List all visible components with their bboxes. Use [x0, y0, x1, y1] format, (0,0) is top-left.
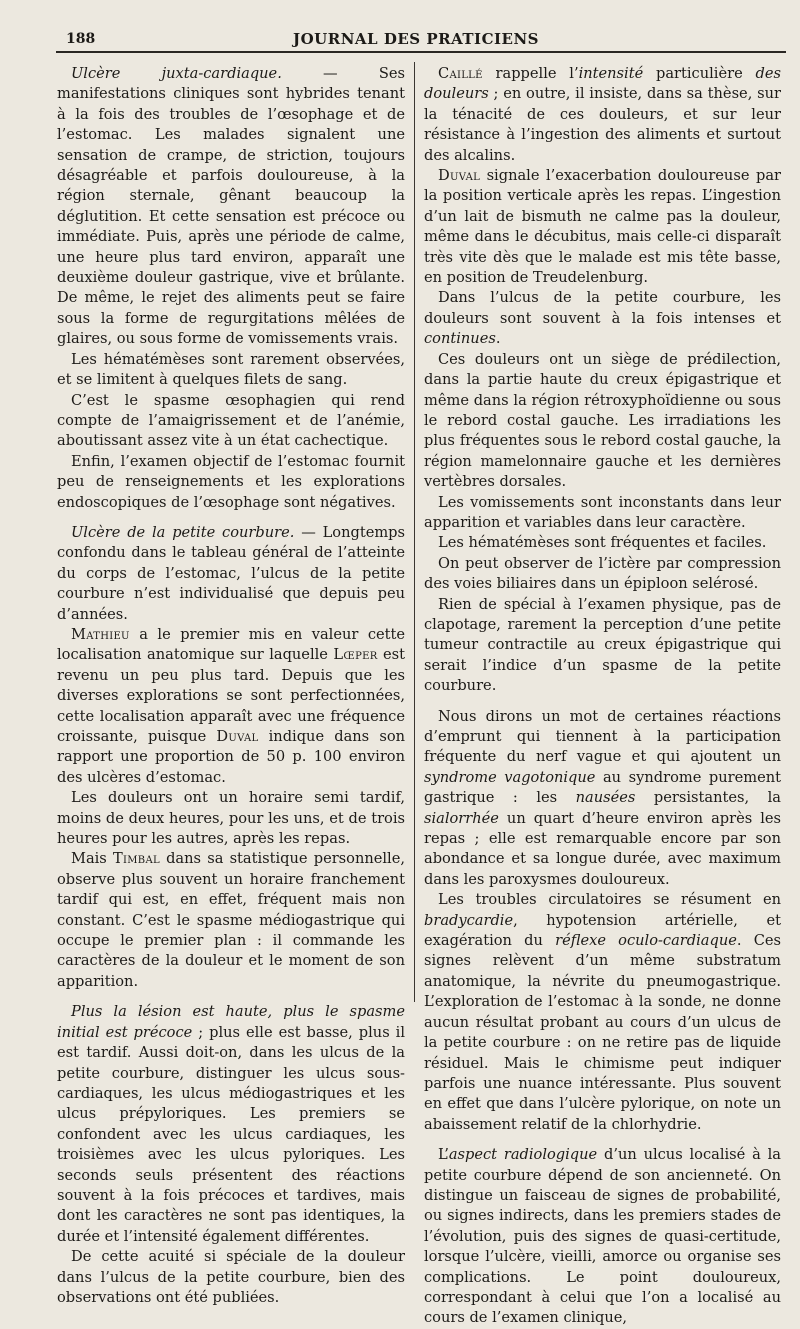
section-heading: Ulcère juxta-cardiaque. — [71, 65, 282, 82]
paragraph-text: L’ — [438, 1146, 449, 1164]
paragraph-text: . Ces signes relèvent d’un même substratum anatomique, la névrite du pneumogastrique. L’exploration de l’estomac à la sonde, ne donne aucun résultat probant au cours d’un ulcus de la petite courbure : on ne retire pas de liquide résiduel. Mais le chimisme peut indiquer parfois une nuance intéressante. Plus souvent en effet que dans l’ulcère pylorique, on note un abaissement relatif de la chlorhydrie. — [424, 932, 781, 1133]
column-divider — [414, 62, 415, 1002]
paragraph-radiologique — [424, 1145, 781, 1329]
paragraph-text: — Ses manifestations cliniques sont hybrides tenant à la fois des troubles de l’œsophage et de l’estomac. Les malades signalent une sensation de crampe, de striction, toujours désagréable et parfois douloureuse, à la région sternale, gênant beaucoup la déglutition. Et cette sensation est précoce ou immédiate. Puis, après une période de calme, une heure plus tard environ, apparaît une deuxième douleur gastrique, vive et brûlante. De même, le rejet des aliments peut se faire sous la forme de regurgitations mêlées de glaires, ou sous forme de vomissements vrais. — [57, 65, 405, 348]
emphasis: nausées — [575, 789, 636, 807]
author-name: Duval — [216, 728, 259, 745]
paragraph: Rien de spécial à l’examen physique, pas de clapotage, rarement la perception d’une petite tumeur contractile au creux épigastrique qui serait l’indice d’un spasme de la petite courbure. — [424, 595, 781, 695]
paragraph — [424, 64, 781, 166]
paragraph-text: . — [495, 330, 501, 348]
emphasis: aspect radiologique — [448, 1146, 598, 1164]
paragraph-text: un quart d’heure environ après les repas ; elle est remarquable encore par son abondance et sa longue durée, avec maximum dans les paroxysmes douloureux. — [424, 809, 781, 888]
paragraph-text: Les troubles circulatoires se résument en — [438, 891, 781, 909]
paragraph-petite-courbure — [57, 523, 405, 625]
paragraph: Les douleurs ont un horaire semi tardif, moins de deux heures, pour les uns, et de trois heures pour les autres, après les repas. — [57, 789, 405, 848]
paragraph-text: a le premier mis en valeur cette localisation anatomique sur laquelle — [57, 625, 405, 664]
paragraph-text: particulière — [643, 65, 756, 82]
paragraph: Ces douleurs ont un siège de prédilection, dans la partie haute du creux épigastrique et même dans la région rétroxyphoïdienne ou sous le rebord costal gauche. Les irradiations les plus fréquentes sous le rebord costal gauche, la région mamelonnaire gauche et les dernières vertèbres dorsales. — [424, 350, 781, 491]
emphasis: continues — [424, 330, 496, 348]
paragraph — [424, 288, 781, 349]
paragraph: Les vomissements sont inconstants dans leur apparition et variables dans leur caractère. — [424, 493, 781, 531]
paragraph-text: Mais — [71, 850, 113, 868]
header-rule — [56, 51, 786, 53]
emphasis: réflexe oculo-cardiaque — [555, 932, 737, 950]
paragraph-lesion-haute — [57, 1002, 405, 1247]
paragraph-text: Nous dirons un mot de certaines réactions d’emprunt qui tiennent à la participation fréquente du nerf vague et qui ajoutent un — [424, 707, 781, 766]
paragraph-text: ; en outre, il insiste, dans sa thèse, sur la ténacité de ces douleurs, et sur leur résistance à l’ingestion des aliments et surtout des alcalins. — [424, 85, 781, 164]
author-name: Lœper — [333, 646, 378, 664]
paragraph — [424, 166, 781, 288]
paragraph-juxta-cardiaque — [57, 64, 405, 350]
paragraph-text: — Longtemps confondu dans le tableau général de l’atteinte du corps de l’estomac, l’ulcus de la petite courbure n’est individualisé que depuis peu d’années. — [57, 523, 406, 623]
author-name: Mathieu — [71, 625, 130, 643]
paragraph — [57, 849, 405, 992]
author-name: Caillé — [438, 65, 483, 82]
paragraph-text: est revenu un peu plus tard. Depuis que les diverses explorations se sont perfectionnées, cette localisation apparaît avec une fréquence croissante, puisque — [57, 646, 405, 745]
paragraph-text: d’un ulcus localisé à la petite courbure dépend de son ancienneté. On distingue un faisceau de signes de probabilité, ou signes indirects, dans les premiers stades de l’évolution, puis des signes de quasi-certitude, lorsque l’ulcère, vieilli, amorce ou organise ses complications. Le point douloureux, correspondant à celui que l’on a localisé au cours de l’examen clinique, — [424, 1146, 781, 1327]
left-column — [57, 64, 405, 1308]
paragraph-text: , hypotension artérielle, et exagération du — [424, 911, 781, 950]
paragraph: Les hématémèses sont rarement observées, et se limitent à quelques filets de sang. — [57, 350, 405, 389]
paragraph-text: signale l’exacerbation douloureuse par la position verticale après les repas. L’ingestion d’un lait de bismuth ne calme pas la douleur, même dans le décubitus, mais celle-ci disparaît très vite dès que le malade est mis tête basse, en position de Treudelenburg. — [424, 167, 781, 287]
paragraph-text: dans sa statistique personnelle, observe plus souvent un horaire franchement tardif qui est, en effet, fréquent mais non constant. C’est le spasme médiogastrique qui occupe le premier plan : il commande les caractères de la douleur et le moment de son apparition. — [57, 850, 405, 990]
paragraph: C’est le spasme œsophagien qui rend compte de l’amaigrissement et de l’anémie, aboutissant assez vite à un état cachectique. — [57, 391, 405, 450]
emphasis: sialorrhée — [424, 809, 499, 827]
paragraph-text: Dans l’ulcus de la petite courbure, les douleurs sont souvent à la fois intenses et — [424, 289, 781, 327]
paragraph-text: indique dans son rapport une proportion de 50 p. 100 environ des ulcères d’estomac. — [57, 728, 406, 786]
right-column — [424, 64, 781, 1329]
paragraph: De cette acuité si spéciale de la douleur dans l’ulcus de la petite courbure, bien des observations ont été publiées. — [57, 1248, 405, 1306]
paragraph-text: persistantes, la — [635, 789, 781, 807]
paragraph: Les hématémèses sont fréquentes et faciles. — [438, 534, 767, 552]
emphasis: bradycardie — [424, 911, 514, 929]
section-heading: Ulcère de la petite courbure. — [71, 523, 295, 541]
paragraph: Enfin, l’examen objectif de l’estomac fournit peu de renseignements et les explorations endoscopiques de l’œsophage sont négatives. — [57, 452, 405, 511]
paragraph: On peut observer de l’ictère par compression des voies biliaires dans un épiploon selérosé. — [424, 554, 781, 593]
emphasis: des douleurs — [424, 65, 781, 103]
paragraph-text: rappelle l’ — [482, 65, 579, 82]
paragraph-reactions — [424, 707, 781, 891]
page-header — [52, 28, 780, 50]
paragraph — [57, 625, 405, 788]
author-name: Timbal — [112, 850, 160, 868]
author-name: Duval — [438, 167, 481, 185]
paragraph — [424, 890, 781, 1135]
emphasis: intensité — [578, 65, 644, 82]
running-title: JOURNAL DES PRATICIENS — [293, 30, 539, 48]
paragraph-text: ; plus elle est basse, plus il est tardif. Aussi doit-on, dans les ulcus de la petite courbure, distinguer les ulcus sous-cardiaques, les ulcus médiogastriques et les ulcus prépyloriques. Les premiers se confondent avec les ulcus cardiaques, les troisièmes avec les ulcus pyloriques. Les seconds seuls présentent des réactions souvent à la fois précoces et tardives, mais dont les caractères ne sont pas identiques, la durée et l’intensité également différentes. — [57, 1023, 405, 1245]
page-number: 188 — [66, 31, 96, 47]
paragraph-text: au syndrome purement gastrique : les — [424, 768, 781, 807]
emphasis: syndrome vagotonique — [424, 768, 596, 786]
section-heading: Plus la lésion est haute, plus le spasme initial est précoce — [57, 1003, 405, 1041]
